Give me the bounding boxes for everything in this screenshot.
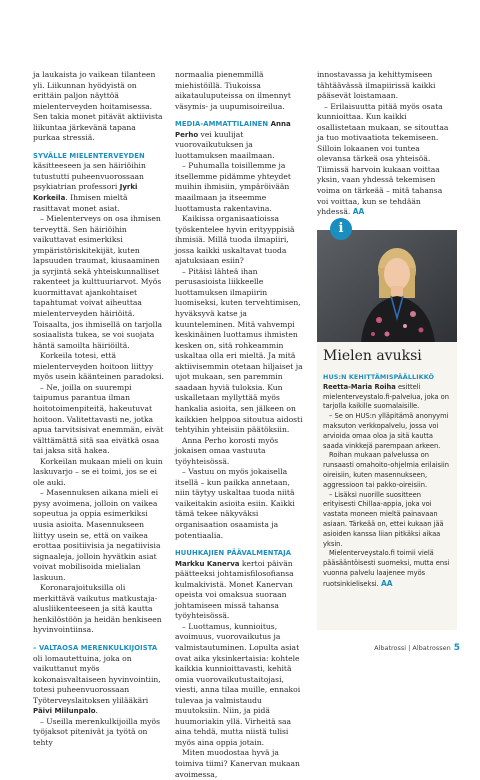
speaker-name: Markku Kanerva bbox=[175, 559, 240, 568]
paragraph bbox=[323, 549, 453, 589]
publication-name: Albatrossi | Albatrossen bbox=[374, 644, 451, 652]
section-kicker: SYVÄLLE MIELENTERVEYDEN bbox=[33, 151, 145, 160]
end-mark: AA bbox=[380, 578, 393, 588]
paragraph: innostavassa ja kehittymiseen tähtäävässä ilmapiirissä kaikki pääsevät loistamaan. bbox=[317, 70, 436, 101]
article-column-2 bbox=[175, 70, 306, 780]
infobox-title: Mielen avuksi bbox=[323, 348, 422, 364]
paragraph-text: – Erilaisuutta pitää myös osata kunnioittaa. Kun kaikki osallistetaan mukaan, se sitouttaa ja tuo motivaatiota tekemiseen. Silloin lokaanen voi tuntea olevansa tärkeä osa yhteisöä. Tiimissä harvoin kukaan voittaa yksin, vaan yhdessä tekemisen voima on tärkeää – mitä tahansa voi voittaa, kun se tehdään yhdessä. bbox=[317, 101, 449, 217]
section-paragraph bbox=[33, 151, 164, 214]
speaker-name: Reetta-Maria Roiha bbox=[323, 382, 396, 391]
paragraph: Anna Perho korosti myös jokaisen omaa vastuuta työyhteisössä. bbox=[175, 435, 279, 466]
section-text: oli lomautettuina, joka on vaikuttanut myös kokonaisvaltaiseen hyvinvointiin, totesi puheenvuorossaan Työterveyslaitoksen ylilääkäri bbox=[33, 653, 161, 705]
section-paragraph bbox=[175, 119, 306, 161]
paragraph: – Lisäksi nuorille suositteen erityisesti Chillaa-appia, joka voi vastata moneen mieltä painavaan asiaan. Tärkeää on, ettei kukaan jää asioiden kanssa liian pitkäksi aikaa yksin. bbox=[323, 490, 444, 548]
paragraph: – Mielenterveys on osa ihmisen terveyttä. Sen häiriöihin vaikuttavat esimerkiksi ympäristöriskitekijät, kuten lapsuuden traumat, kiusaaminen ja syrjintä sekä yhteiskunnalliset rakenteet ja kulttuuriarvot. Myös kuormittavat ajankohtaiset tapahtumat voivat aiheuttaa mielenterveyden häiriöitä. Toisaalta, jos ihmisellä on tarjolla sosiaalista tukea, se voi suojata häntä samoilta häiriöiltä. bbox=[33, 214, 163, 350]
section-tail: . bbox=[95, 706, 98, 716]
paragraph: Kaikissa organisaatioissa työskentelee hyvin erityyppisiä ihmisiä. Millä tuoda ilmapiiri, jossa kaikki uskaltavat tuoda ajatuksiaan esiin? bbox=[175, 214, 295, 266]
paragraph: – Se on HUS:n ylläpitämä anonyymi maksuton verkkopalvelu, jossa voi arvioida omaa oloa ja sitä kautta saada vinkkejä parempaan arkeen. bbox=[323, 412, 449, 450]
paragraph: Koronarajoituksilla oli merkittävä vaikutus matkustaja-alusliikenteeseen ja sitä kautta henkilöstöön ja heidän henkiseen hyvinvointiinsa. bbox=[33, 583, 162, 635]
paragraph: – Luottamus, kunnioitus, avoimuus, vuorovaikutus ja valmistautuminen. Lopulta asiat ovat aika yksinkertaisia: kohtele kaikkia kunnioittavasti, kehitä omia vuorovaikutustaitojasi, viesti, anna tilaa muille, ennakoi tulevaa ja valmistaudu muutoksiin. Niin, ja pidä huumoriakin yllä. Virheitä saa aina tehdä, mutta niistä tulisi myös aina oppia jotain. bbox=[175, 621, 301, 747]
sidebar-infobox bbox=[317, 230, 457, 630]
speaker-photo bbox=[317, 230, 457, 342]
section-kicker: – VALTAOSA MERENKULKIJOISTA bbox=[33, 643, 158, 652]
article-column-1 bbox=[33, 70, 164, 748]
lead-text: esitteli mielenterveystalo.fi-palvelua, joka on tarjolla kaikille suomalaisille. bbox=[323, 382, 449, 411]
section-paragraph bbox=[33, 643, 164, 717]
paragraph: ja laukaista jo vaikean tilanteen yli. Liikunnan hyödyistä on erittäin paljon näyttöä mielenterveyden hoitamisessa. Sen takia monet pitävät aktiivista liikuntaa järkevänä tapana purkaa stressiä. bbox=[33, 70, 163, 143]
section-kicker: HUS:N KEHITTÄMISPÄÄLLIKKÖ bbox=[323, 373, 435, 381]
paragraph: – Useilla merenkulkijoilla myös työjaksot pitenivät ja työtä on tehty bbox=[33, 716, 161, 747]
paragraph: – Vastuu on myös jokaisella itsellä – kun paikka annetaan, niin täytyy uskaltaa tuoda niitä vaikeitakin asioita esiin. Kaikki tämä tekee näkyväksi organisaation osaamista ja potentiaalia. bbox=[175, 467, 295, 540]
paragraph bbox=[317, 102, 455, 218]
paragraph: – Ne, joilla on suurempi taipumus parantua ilman hoitotoimenpiteitä, hakeutuvat hoitoon. Valitettavasti ne, jotka apua tarvitsisivat enemmän, eivät välttämättä sitä saa eivätkä osaa tai jaksa sitä hakea. bbox=[33, 382, 164, 456]
end-mark: AA bbox=[352, 207, 365, 217]
paragraph: – Masennuksen aikana mieli ei pysy avoimena, jolloin on vaikea sopeutua ja oppia esimerkiksi uusia asioita. Masennukseen liittyy usein se, että on vaikea erottaa positiivisia ja negatiivisia signaaleja, jolloin hyvätkin asiat voivat mobilisoida mielialan laskuun. bbox=[33, 488, 161, 582]
section-paragraph bbox=[175, 548, 306, 622]
infobox-kicker-line bbox=[323, 373, 453, 383]
section-text: käsitteeseen ja sen häiriöihin tutustutti puheenvuorossaan psykiatrian professori bbox=[33, 161, 146, 192]
section-tail: . Ihmisen mieltä rasittavat monet asiat. bbox=[33, 193, 128, 213]
infobox-lead bbox=[323, 383, 453, 412]
infobox-body bbox=[323, 373, 453, 590]
section-text: kertoi päivän päätteeksi johtamisfilosofiansa kulmakivistä. Monet Kanervan opeista voi omaksua suoraan johtamiseen missä tahansa työyhteisössä. bbox=[175, 558, 294, 621]
speaker-name: Anna Perho bbox=[175, 120, 291, 139]
paragraph: Korkeila totesi, että mielenterveyden hoitoon liittyy myös usein käänteinen paradoksi. bbox=[33, 351, 164, 382]
paragraph: Miten muodostaa hyvä ja toimiva tiimi? Kanervan mukaan avoimessa, bbox=[175, 748, 300, 779]
paragraph: normaalia pienemmillä miehistöillä. Tiukoissa aikatauluputeissa on ilmennyt väsymis- ja uupumisoireilua. bbox=[175, 70, 291, 111]
paragraph: Roihan mukaan palvelussa on runsaasti omahoito-ohjelmia erilaisiin oireisiin, kuten masennukseen, aggressioon tai pakko-oireisiin. bbox=[323, 451, 449, 489]
page-footer bbox=[374, 643, 460, 653]
paragraph-text: Mielenterveystalo.fi toimii vielä pääsääntöisesti suomeksi, mutta ensi vuonna palvelu laajenee myös ruotsinkieliseksi. bbox=[323, 549, 450, 588]
speaker-photo-illustration bbox=[317, 230, 457, 342]
article-column-3 bbox=[317, 70, 455, 218]
section-text: vei kuulijat vuorovaikutuksen ja luottamuksen maailmaan. bbox=[175, 129, 275, 160]
section-kicker: HUUHKAJIEN PÄÄVALMENTAJA bbox=[175, 549, 292, 558]
speaker-name: Päivi Miilunpalo bbox=[33, 707, 96, 716]
section-kicker: MEDIA-AMMATTILAINEN bbox=[175, 120, 269, 129]
page-number: 5 bbox=[453, 643, 460, 653]
paragraph: – Puhumalla toisillemme ja itsellemme pidämme yhteydet muihin ihmisiin, ympäröivään maailmaan ja itseemme luottamusta rakentavina. bbox=[175, 161, 291, 213]
paragraph: – Pitäisi lähteä ihan perusasioista liikkeelle luottamuksen ilmapiirin luomiseksi, kuten tervehtimisen, hyväksyvä katse ja kuunteleminen. Mitä vahvempi keskinäinen luottamus ihmisten kesken on, sitä rohkeammin uskaltaa olla eri mieltä. Ja mitä aktiivisemmin otetaan hiljaiset ja ujot mukaan, sen paremmin saadaan hyviä tuloksia. Kun uskalletaan myllyttää myös hankalia asioita, sen jälkeen on kaikkien helppoa sitoutua aidosti tehtyihin yhteisiin päätöksiin. bbox=[175, 266, 303, 435]
info-icon: i bbox=[330, 218, 352, 240]
paragraph: Korkeilan mukaan mieli on kuin laskuvarjo – se ei toimi, jos se ei ole auki. bbox=[33, 456, 163, 487]
speaker-name: Jyrki Korkeila bbox=[33, 183, 138, 203]
